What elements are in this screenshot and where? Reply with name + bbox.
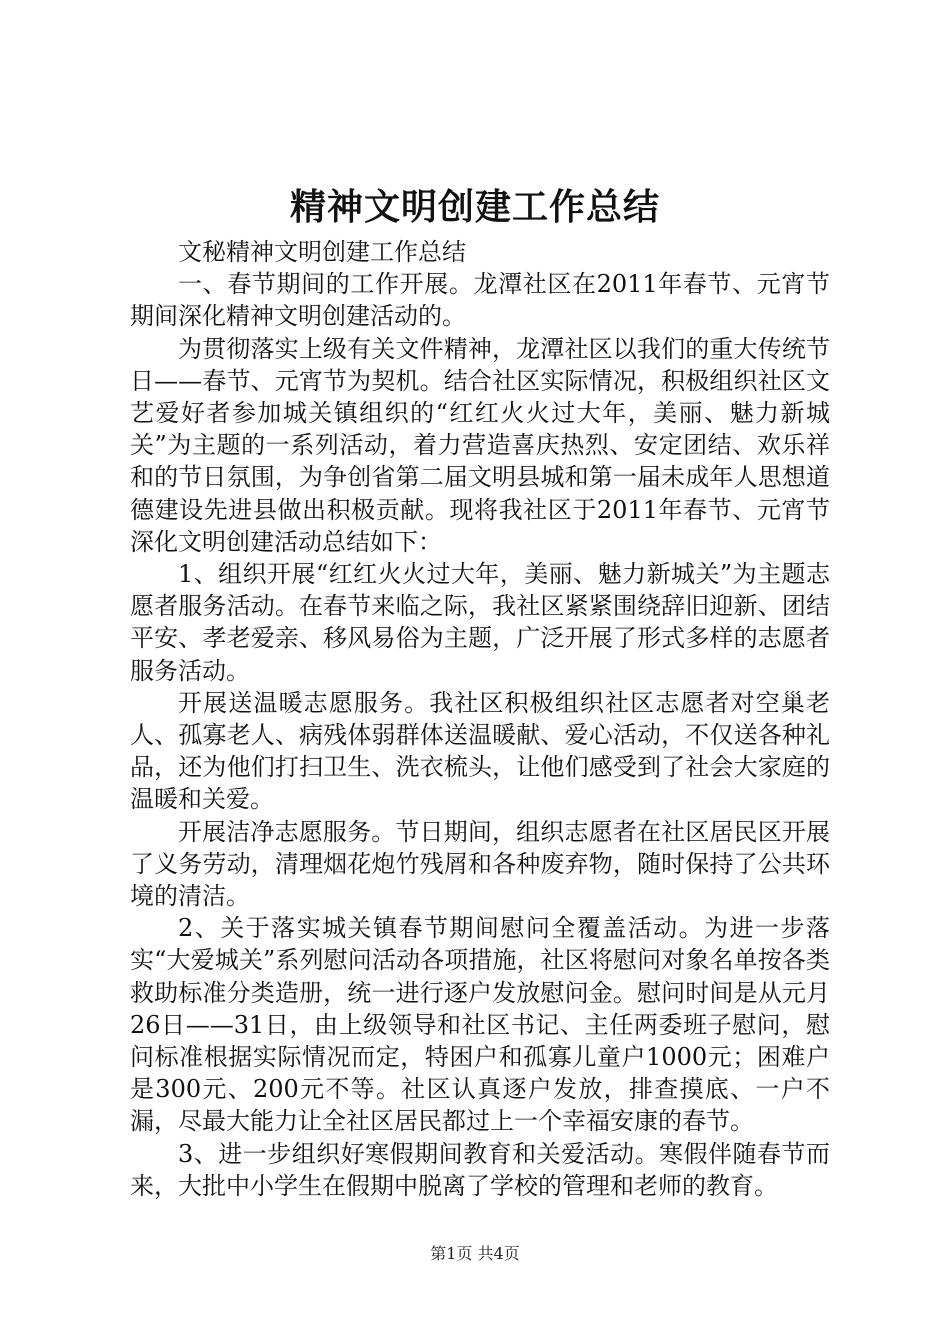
paragraph-clean-service: 开展洁净志愿服务。节日期间，组织志愿者在社区居民区开展了义务劳动，清理烟花炮竹残屑和各种废弃物，随时保持了公共环境的清洁。 bbox=[130, 817, 830, 911]
paragraph-item-2: 2、关于落实城关镇春节期间慰问全覆盖活动。为进一步落实“大爱城关”系列慰问活动各项措施，社区将慰问对象名单按各类救助标准分类造册，统一进行逐户发放慰问金。慰问时间是从元月26日——31日，由上级领导和社区书记、主任两委班子慰问，慰问标准根据实际情况而定，特困户和孤寡儿童户1000元；困难户是300元、200元不等。社区认真逐户发放，排查摸底、一户不漏，尽最大能力让全社区居民都过上一个幸福安康的春节。 bbox=[130, 914, 830, 1136]
page-footer: 第1页 共4页 bbox=[430, 1244, 520, 1263]
paragraph-warmth-service: 开展送温暖志愿服务。我社区积极组织社区志愿者对空巢老人、孤寡老人、病残体弱群体送温暖献、爱心活动，不仅送各种礼品，还为他们打扫卫生、洗衣梳头，让他们感受到了社会大家庭的温暖和关爱。 bbox=[130, 688, 830, 814]
paragraph-subtitle: 文秘精神文明创建工作总结 bbox=[178, 238, 466, 266]
document-title: 精神文明创建工作总结 bbox=[289, 187, 660, 228]
document-body bbox=[130, 236, 830, 1202]
paragraph-item-1: 1、组织开展“红红火火过大年，美丽、魅力新城关”为主题志愿者服务活动。在春节来临之际，我社区紧紧围绕辞旧迎新、团结平安、孝老爱亲、移风易俗为主题，广泛开展了形式多样的志愿者服务活动。 bbox=[130, 560, 830, 685]
paragraph-intro: 为贯彻落实上级有关文件精神，龙潭社区以我们的重大传统节日——春节、元宵节为契机。结合社区实际情况，积极组织社区文艺爱好者参加城关镇组织的“红红火火过大年，美丽、魅力新城关”为主题的一系列活动，着力营造喜庆热烈、安定团结、欢乐祥和的节日氛围，为争创省第二届文明县城和第一届未成年人思想道德建设先进县做出积极贡献。现将我社区于2011年春节、元宵节深化文明创建活动总结如下： bbox=[130, 334, 830, 556]
paragraph-section-1: 一、春节期间的工作开展。龙潭社区在2011年春节、元宵节期间深化精神文明创建活动的。 bbox=[130, 270, 830, 331]
paragraph-item-3: 3、进一步组织好寒假期间教育和关爱活动。寒假伴随春节而来，大批中小学生在假期中脱离了学校的管理和老师的教育。 bbox=[130, 1139, 830, 1200]
